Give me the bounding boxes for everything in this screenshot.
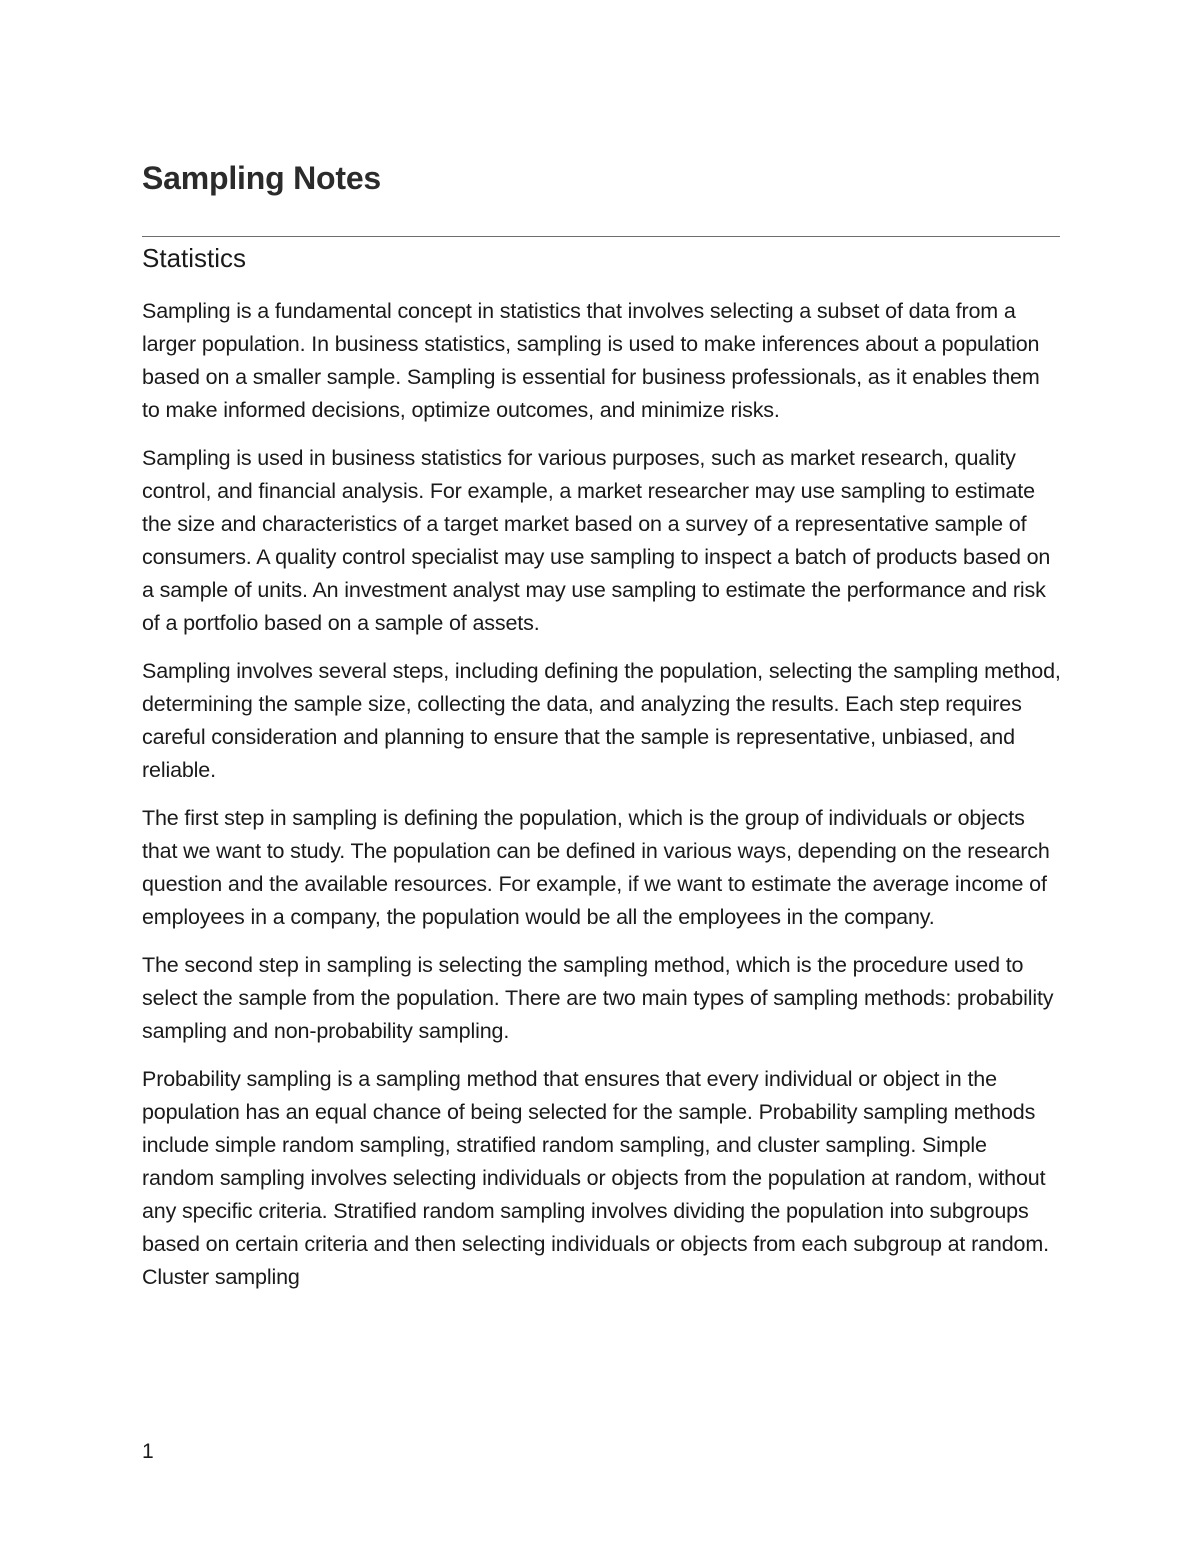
paragraph: The second step in sampling is selecting the sampling method, which is the procedure used to select the sample from the population. There are two main types of sampling methods: probability sampling and non-probability sampling.: [142, 953, 1054, 1043]
paragraph: Sampling is used in business statistics for various purposes, such as market research, quality control, and financial analysis. For example, a market researcher may use sampling to estimate the size and characteristics of a target market based on a survey of a representative sample of consumers. A quality control specialist may use sampling to inspect a batch of products based on a sample of units. An investment analyst may use sampling to estimate the performance and risk of a portfolio based on a sample of assets.: [142, 446, 1051, 635]
body-text: [142, 295, 1062, 1309]
page-title: Sampling Notes: [142, 160, 382, 196]
paragraph: The first step in sampling is defining the population, which is the group of individuals or objects that we want to study. The population can be defined in various ways, depending on the research question and the available resources. For example, if we want to estimate the average income of employees in a company, the population would be all the employees in the company.: [142, 806, 1050, 929]
paragraph: Sampling is a fundamental concept in statistics that involves selecting a subset of data from a larger population. In business statistics, sampling is used to make inferences about a population based on a smaller sample. Sampling is essential for business professionals, as it enables them to make informed decisions, optimize outcomes, and minimize risks.: [142, 299, 1040, 422]
section-heading: Statistics: [142, 243, 247, 273]
page-number: 1: [142, 1440, 154, 1463]
paragraph: Sampling involves several steps, including defining the population, selecting the sampling method, determining the sample size, collecting the data, and analyzing the results. Each step requires careful consideration and planning to ensure that the sample is representative, unbiased, and reliable.: [142, 659, 1061, 782]
title-divider: [142, 236, 1060, 237]
paragraph: Probability sampling is a sampling method that ensures that every individual or object in the population has an equal chance of being selected for the sample. Probability sampling methods include simple random sampling, stratified random sampling, and cluster sampling. Simple random sampling involves selecting individuals or objects from the population at random, without any specific criteria. Stratified random sampling involves dividing the population into subgroups based on certain criteria and then selecting individuals or objects from each subgroup at random. Cluster sampling: [142, 1067, 1049, 1289]
